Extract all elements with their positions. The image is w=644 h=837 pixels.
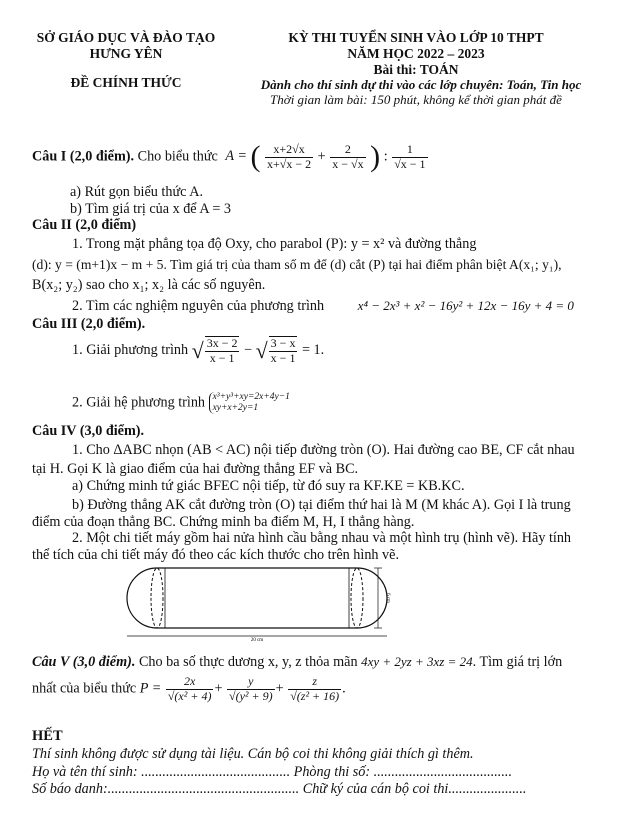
subject: Bài thi: TOÁN (373, 62, 459, 77)
q4-p1-line2: tại H. Gọi K là giao điểm của hai đường thẳng EF và BC. (32, 461, 359, 477)
q1-f3-den: √x − 1 (394, 156, 426, 171)
q5-t2-num: y (227, 675, 275, 690)
q4-part-b-line2: điểm của đoạn thẳng BC. Chứng minh ba điểm M, H, I thẳng hàng. (32, 514, 415, 530)
q3-title: Câu III (2,0 điểm). (32, 316, 146, 332)
q5-term-2 (227, 675, 275, 704)
q3-p2 (72, 392, 290, 414)
question-1 (32, 140, 429, 174)
q5-t1-den: √(x² + 4) (167, 688, 212, 703)
q2-p2 (72, 298, 574, 315)
q5-line2: nhất của biểu thức P = $\frac{2x}{\text{√(x² + 4)}}$ + $\frac{y}{\text{√(y² + 9)}}$ + $\frac{z}{\text{√(z² + 16)}}$ . (32, 674, 346, 703)
q3-p1-fraction-2 (269, 336, 298, 366)
q2-title: Câu II (2,0 điểm) (32, 217, 137, 233)
q4-p2-line1: 2. Một chi tiết máy gồm hai nửa hình cầu bằng nhau và một hình trụ (hình vẽ). Hãy tính (72, 530, 572, 546)
q5-t2-den: √(y² + 9) (229, 688, 273, 703)
q5-line1-text: Cho ba số thực dương x, y, z thỏa mãn (138, 654, 358, 670)
q1-f1-num: x+2√x (265, 143, 313, 158)
q5-lhs: P = (139, 680, 162, 697)
q5-end: . (342, 680, 346, 697)
paren-open: ( (250, 140, 261, 173)
q4-part-b-line1: b) Đường thẳng AK cắt đường tròn (O) tại điểm thứ hai là M (M khác A). Gọi I là trung (72, 497, 571, 513)
end-marker: HẾT (32, 728, 63, 744)
q2-p2-text: 2. Tìm các nghiệm nguyên của phương trình (72, 298, 325, 314)
candidate-name-line: Họ và tên thí sinh: .......................................... Phòng thi số: ....................................... (32, 764, 512, 780)
exam-title: KỲ THI TUYỂN SINH VÀO LỚP 10 THPT (288, 30, 544, 45)
q3-f1-den: x − 1 (209, 350, 235, 365)
dept-line2: HƯNG YÊN (89, 46, 163, 61)
q2-p1-line1: 1. Trong mặt phẳng tọa độ Oxy, cho parabol (P): y = x² và đường thẳng (72, 236, 477, 252)
q5-t1-num: 2x (166, 675, 214, 690)
q3-f1-num: 3x − 2 (206, 336, 238, 350)
q1-title: Câu I (2,0 điểm). (32, 148, 135, 165)
q3-f2-den: x − 1 (270, 350, 296, 365)
q2-p1-line3: B(x₂; y₂) sao cho x₁; x₂ là các số nguyên. (32, 277, 266, 293)
sqrt-sign-2: √ (255, 337, 268, 363)
q3-f2-num: 3 − x (270, 336, 296, 350)
q5-title: Câu V (3,0 điểm). (32, 654, 136, 670)
q5-line1 (32, 654, 562, 671)
q4-title: Câu IV (3,0 điểm). (32, 423, 145, 439)
q1-part-b: b) Tìm giá trị của x để A = 3 (70, 201, 232, 217)
right-section-ellipse (351, 568, 363, 628)
q1-intro: Cho biểu thức (137, 148, 218, 165)
left-section-ellipse (151, 568, 163, 628)
q3-minus: − (244, 342, 253, 359)
q3-p1 (72, 336, 324, 366)
q5-condition: 4xy + 2yz + 3xz = 24 (361, 654, 473, 669)
length-label: 20 cm (250, 638, 264, 642)
q1-fraction-3 (392, 143, 427, 172)
q5-t3-den: √(z² + 16) (290, 688, 340, 703)
q3-sys-eq1: x³+y³+xy=2x+4y−1 (212, 392, 290, 402)
q1-part-a: a) Rút gọn biểu thức A. (70, 184, 203, 200)
q5-line1-tail: . Tìm giá trị lớn (472, 654, 563, 670)
q1-plus: + (317, 148, 326, 165)
audience: Dành cho thí sinh dự thi vào các lớp chuyên: Toán, Tin học (260, 77, 582, 92)
footer-note: Thí sinh không được sử dụng tài liệu. Cán bộ coi thi không giải thích gì thêm. (32, 746, 474, 762)
q3-system (209, 392, 290, 414)
q3-p1-fraction-1 (205, 336, 240, 366)
q3-p1-text: 1. Giải phương trình (72, 342, 189, 359)
q1-fraction-2 (330, 143, 365, 172)
height-label: 6 cm (385, 593, 390, 603)
q3-rhs: = 1. (302, 342, 325, 359)
q2-p2-equation: x⁴ − 2x³ + x² − 16y² + 12x − 16y + 4 = 0 (357, 298, 574, 313)
q5-term-1 (166, 675, 214, 704)
q5-line2-text: nhất của biểu thức (32, 680, 137, 697)
q3-sys-eq2: xy+x+2y=1 (212, 403, 259, 413)
sqrt-sign-1: √ (191, 337, 204, 363)
machine-part-figure (125, 562, 395, 642)
official-label: ĐỀ CHÍNH THỨC (70, 75, 182, 90)
q1-lhs: A = (225, 148, 247, 165)
q2-p1-line2: (d): y = (m+1)x − m + 5. Tìm giá trị của tham số m để (d) cắt (P) tại hai điểm phân biệt A(x₁; y₁), (32, 257, 562, 272)
q4-p2-line2: thể tích của chi tiết máy đó theo các kích thước cho trên hình vẽ. (32, 547, 399, 563)
q1-f1-den: x+√x − 2 (267, 156, 312, 171)
q5-term-3 (288, 675, 341, 704)
q4-p1-line1: 1. Cho ΔABC nhọn (AB < AC) nội tiếp đường tròn (O). Hai đường cao BE, CF cắt nhau (72, 442, 575, 458)
q1-fraction-1 (265, 143, 313, 172)
dept-line1: SỞ GIÁO DỤC VÀ ĐÀO TẠO (36, 30, 216, 45)
school-year: NĂM HỌC 2022 – 2023 (347, 46, 485, 61)
q3-p2-text: 2. Giải hệ phương trình (72, 394, 206, 411)
q1-f3-num: 1 (392, 143, 427, 158)
q1-f2-num: 2 (330, 143, 365, 158)
q1-f2-den: x − √x (332, 156, 364, 171)
exam-time: Thời gian làm bài: 150 phút, không kể thời gian phát đề (270, 92, 562, 107)
q1-div: : (383, 148, 388, 165)
paren-close: ) (370, 140, 381, 173)
q5-t3-num: z (288, 675, 341, 690)
q4-part-a: a) Chứng minh tứ giác BFEC nội tiếp, từ đó suy ra KF.KE = KB.KC. (72, 478, 465, 494)
candidate-number-line: Số báo danh:...................................................... Chữ ký của cán bộ coi thi...................... (32, 781, 527, 797)
